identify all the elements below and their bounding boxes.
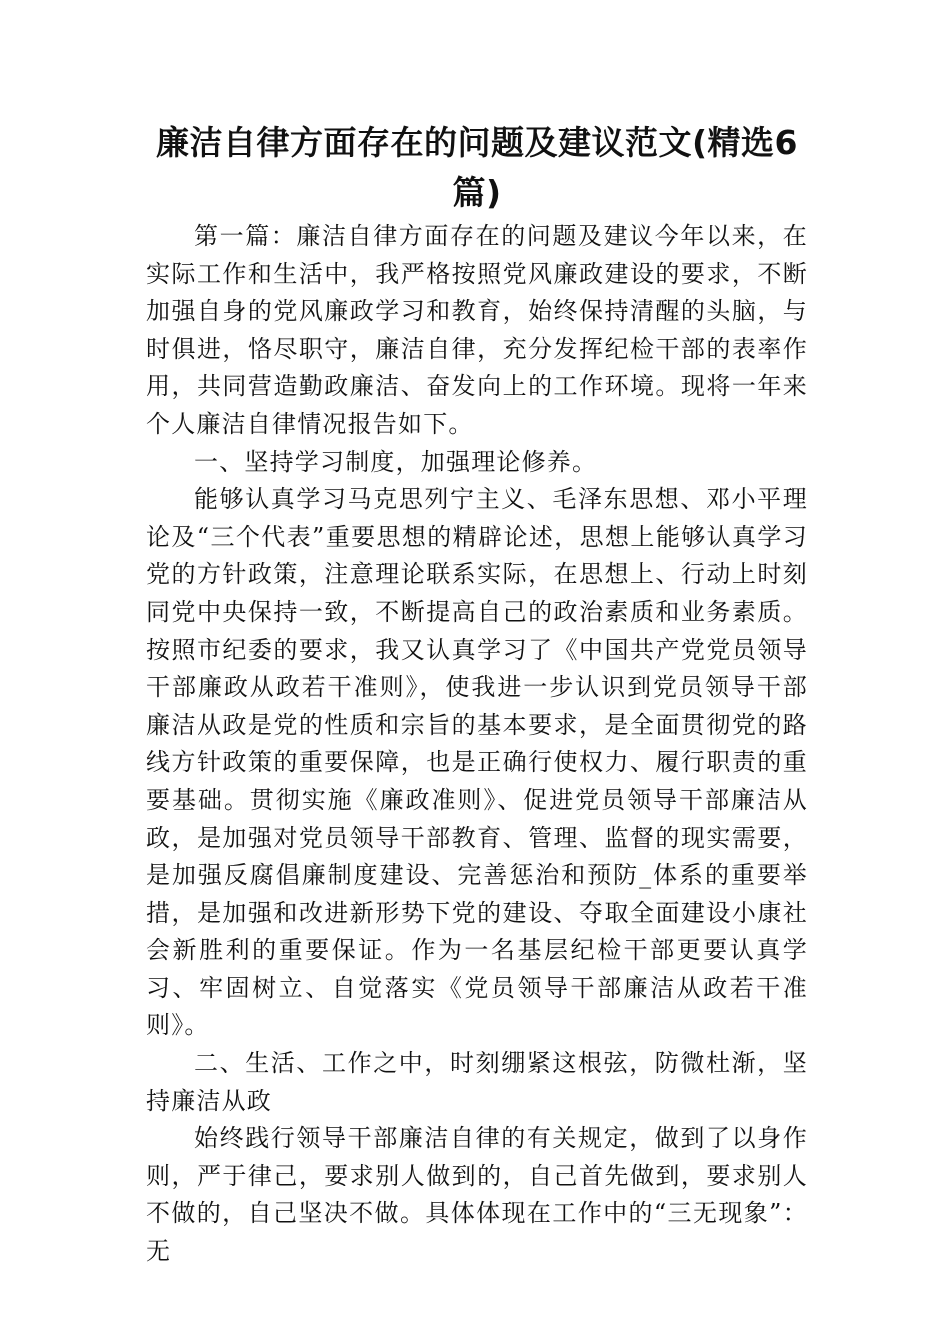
heading-section-1: 一、坚持学习制度，加强理论修养。 <box>194 447 598 476</box>
heading-section-2: 二、生活、工作之中，时刻绷紧这根弦，防微杜渐，坚持廉洁从政 <box>146 1049 808 1115</box>
document-body <box>146 218 808 1271</box>
paragraph-section-1: 能够认真学习马克思列宁主义、毛泽东思想、邓小平理论及“三个代表”重要思想的精辟论述，思想上能够认真学习党的方针政策，注意理论联系实际，在思想上、行动上时刻同党中央保持一致，不断提高自己的政治素质和业务素质。按照市纪委的要求，我又认真学习了《中国共产党党员领导干部廉政从政若干准则》，使我进一步认识到党员领导干部廉洁从政是党的性质和宗旨的基本要求，是全面贯彻党的路线方针政策的重要保障，也是正确行使权力、履行职责的重要基础。贯彻实施《廉政准则》、促进党员领导干部廉洁从政，是加强对党员领导干部教育、管理、监督的现实需要，是加强反腐倡廉制度建设、完善惩治和预防_体系的重要举措，是加强和改进新形势下党的建设、夺取全面建设小康社会新胜利的重要保证。作为一名基层纪检干部更要认真学习、牢固树立、自觉落实《党员领导干部廉洁从政若干准则》。 <box>146 485 808 1040</box>
document-page <box>146 118 808 1271</box>
paragraph-intro: 第一篇：廉洁自律方面存在的问题及建议今年以来，在实际工作和生活中，我严格按照党风廉政建设的要求，不断加强自身的党风廉政学习和教育，始终保持清醒的头脑，与时俱进，恪尽职守，廉洁自律，充分发挥纪检干部的表率作用，共同营造勤政廉洁、奋发向上的工作环境。现将一年来个人廉洁自律情况报告如下。 <box>146 222 808 438</box>
document-title: 廉洁自律方面存在的问题及建议范文(精选6篇) <box>155 123 799 212</box>
paragraph-section-2: 始终践行领导干部廉洁自律的有关规定，做到了以身作则，严于律己，要求别人做到的，自己首先做到，要求别人不做的，自己坚决不做。具体体现在工作中的“三无现象”：无 <box>146 1124 808 1266</box>
